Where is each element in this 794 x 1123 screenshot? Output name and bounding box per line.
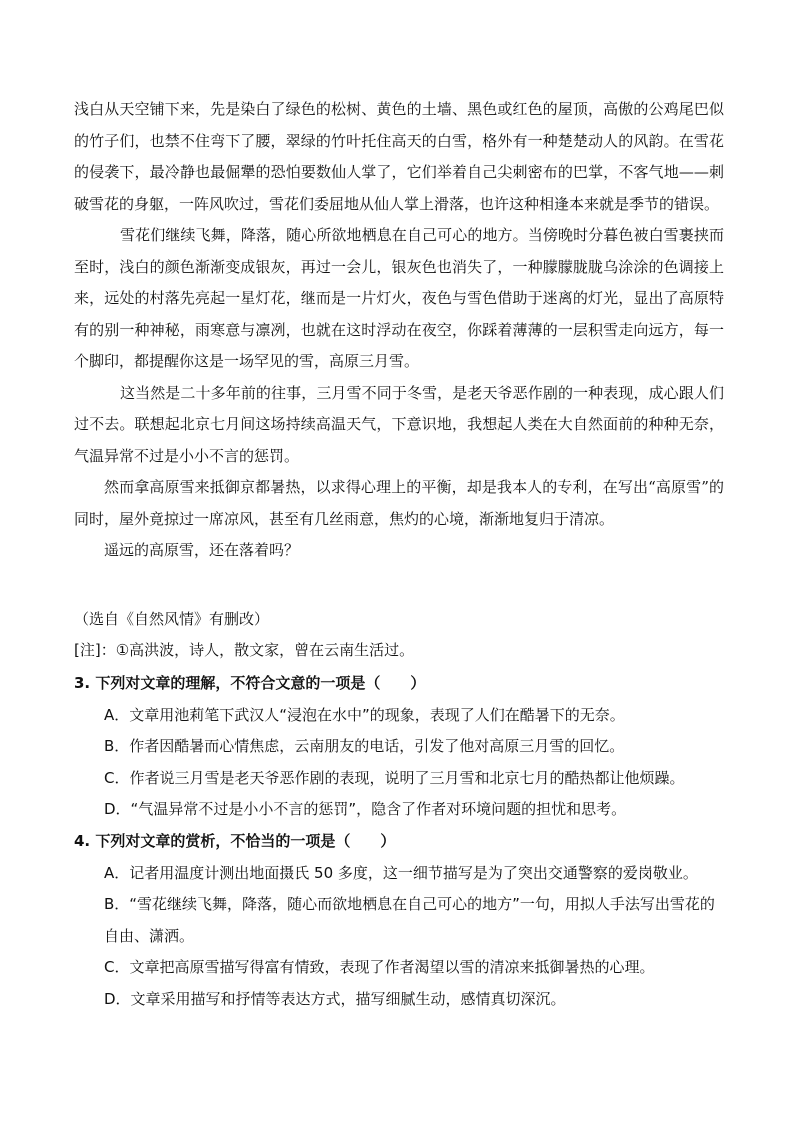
passage-paragraph-2: 雪花们继续飞舞，降落，随心所欲地栖息在自己可心的地方。当傍晚时分暮色被白雪裹挟而至时，浅白的颜色渐渐变成银灰，再过一会儿，银灰色也消失了，一种朦朦胧胧乌涂涂的色调接上来，远处的村落先亮起一星灯花，继而是一片灯火，夜色与雪色借助于迷离的灯光，显出了高原特有的别一种神秘，雨寒意与凛冽，也就在这时浮动在夜空，你踩着薄薄的一层积雪走向远方，每一个脚印，都提醒你这是一场罕见的雪，高原三月雪。 — [74, 226, 724, 370]
passage-paragraph-5: 遥远的高原雪，还在落着吗？ — [104, 541, 300, 559]
question-4-option-b: B．“雪花继续飞舞，降落，随心而欲地栖息在自己可心的地方”一句，用拟人手法写出雪花的自由、潇洒。 — [104, 895, 715, 945]
question-3-option-b: B．作者因酷暑而心情焦虑，云南朋友的电话，引发了他对高原三月雪的回忆。 — [104, 737, 625, 755]
passage-paragraph-4: 然而拿高原雪来抵御京都暑热，以求得心理上的平衡，却是我本人的专利，在写出“高原雪”的同时，屋外竟掠过一席凉风，甚至有几丝雨意，焦灼的心境，渐渐地复归于清凉。 — [74, 478, 724, 528]
question-4 — [74, 826, 724, 1015]
passage — [74, 94, 724, 567]
question-4-stem: 4. 下列对文章的赏析，不恰当的一项是（ ） — [74, 832, 396, 850]
source-citation: （选自《自然风情》有删改） — [74, 610, 270, 628]
source-note-block — [74, 604, 724, 666]
question-4-option-c: C．文章把高原雪描写得富有情致，表现了作者渴望以雪的清凉来抵御暑热的心理。 — [104, 958, 655, 976]
question-3-option-d: D．“气温异常不过是小小不言的惩罚”，隐含了作者对环境问题的担忧和思考。 — [104, 800, 627, 818]
question-3-option-a: A．文章用池莉笔下武汉人“浸泡在水中”的现象，表现了人们在酷暑下的无奈。 — [104, 705, 625, 724]
question-3-option-c: C．作者说三月雪是老天爷恶作剧的表现，说明了三月雪和北京七月的酷热都让他烦躁。 — [104, 768, 685, 787]
question-3 — [74, 668, 724, 826]
question-3-stem: 3. 下列对文章的理解，不符合文意的一项是（ ） — [74, 674, 426, 692]
question-4-option-a: A．记者用温度计测出地面摄氏 50 多度，这一细节描写是为了突出交通警察的爱岗敬业。 — [104, 863, 698, 882]
author-note: [注]：①高洪波，诗人，散文家，曾在云南生活过。 — [74, 641, 415, 659]
question-4-option-d: D．文章采用描写和抒情等表达方式，描写细腻生动，感情真切深沉。 — [104, 989, 566, 1008]
passage-paragraph-1-continued: 浅白从天空铺下来，先是染白了绿色的松树、黄色的土墙、黑色或红色的屋顶，高傲的公鸡尾巴似的竹子们，也禁不住弯下了腰，翠绿的竹叶托住高天的白雪，格外有一种楚楚动人的风韵。在雪花的侵袭下，最冷静也最倔犟的恐怕要数仙人掌了，它们举着自己尖刺密布的巴掌，不客气地——刺破雪花的身躯，一阵风吹过，雪花们委屈地从仙人掌上滑落，也许这种相逢本来就是季节的错误。 — [74, 100, 724, 213]
passage-paragraph-3: 这当然是二十多年前的往事，三月雪不同于冬雪，是老天爷恶作剧的一种表现，成心跟人们过不去。联想起北京七月间这场持续高温天气，下意识地，我想起人类在大自然面前的种种无奈，气温异常不过是小小不言的惩罚。 — [74, 383, 724, 465]
